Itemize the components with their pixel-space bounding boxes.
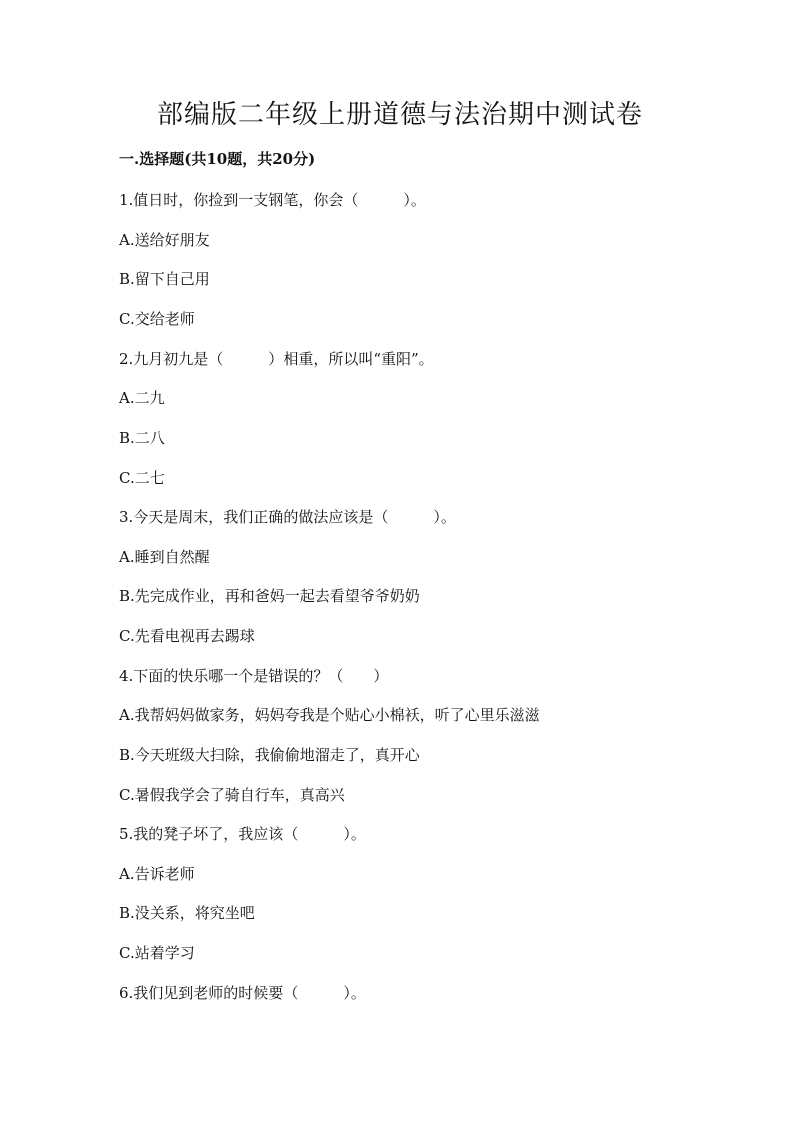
question-stem: 1.值日时，你捡到一支钢笔，你会（ ）。	[119, 191, 426, 209]
option-c: C.站着学习	[119, 944, 195, 962]
option-c: C.暑假我学会了骑自行车，真高兴	[119, 786, 345, 804]
option-b: B.先完成作业，再和爸妈一起去看望爷爷奶奶	[119, 587, 420, 605]
question-stem: 2.九月初九是（ ）相重，所以叫“重阳”。	[119, 350, 434, 368]
section-heading: 一.选择题(共10题，共20分)	[119, 150, 316, 168]
option-a: A.我帮妈妈做家务，妈妈夸我是个贴心小棉袄，听了心里乐滋滋	[119, 706, 540, 724]
question-stem: 3.今天是周末，我们正确的做法应该是（ ）。	[119, 508, 456, 526]
option-a: A.告诉老师	[119, 865, 195, 883]
question-stem: 5.我的凳子坏了，我应该（ ）。	[119, 825, 366, 843]
page-title: 部编版二年级上册道德与法治期中测试卷	[156, 100, 643, 130]
option-b: B.没关系，将究坐吧	[119, 904, 255, 922]
option-b: B.今天班级大扫除，我偷偷地溜走了，真开心	[119, 746, 420, 764]
option-a: A.二九	[119, 389, 165, 407]
option-b: B.二八	[119, 429, 165, 447]
option-c: C.先看电视再去踢球	[119, 627, 255, 645]
option-b: B.留下自己用	[119, 270, 210, 288]
question-stem: 4.下面的快乐哪一个是错误的？（ ）	[119, 667, 389, 685]
option-c: C.二七	[119, 469, 165, 487]
option-c: C.交给老师	[119, 310, 195, 328]
option-a: A.睡到自然醒	[119, 548, 210, 566]
option-a: A.送给好朋友	[119, 231, 210, 249]
question-stem: 6.我们见到老师的时候要（ ）。	[119, 984, 366, 1002]
